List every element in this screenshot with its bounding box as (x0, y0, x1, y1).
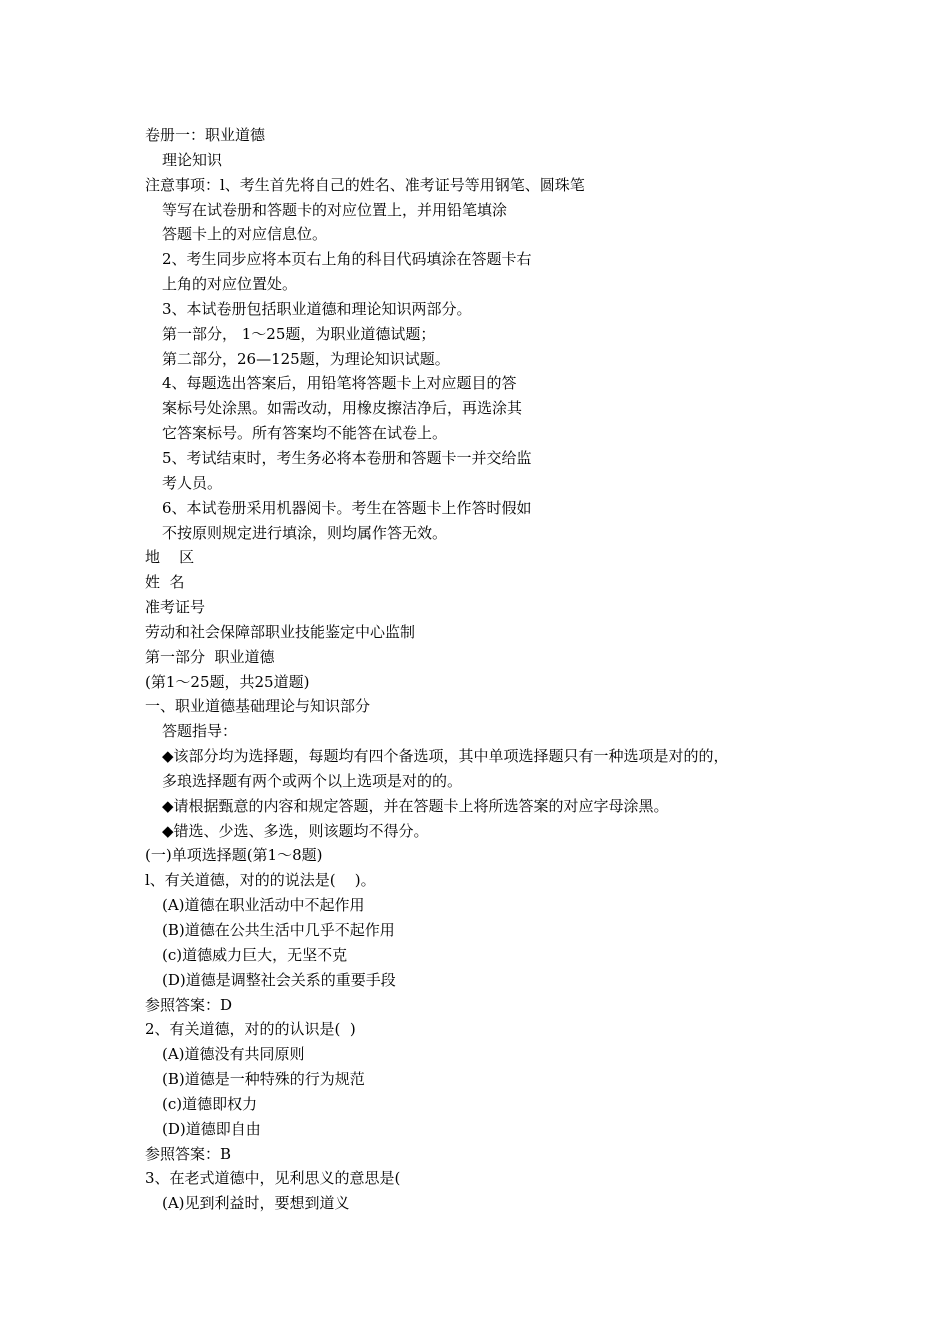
doc-line: 考人员。 (162, 473, 223, 492)
doc-line: 2、有关道德，对的的认识是( ) (145, 1020, 356, 1039)
doc-line: (第1～25题，共25道题) (145, 672, 310, 691)
doc-line: (一)单项选择题(第1～8题) (145, 846, 323, 865)
doc-line: 不按原则规定进行填涂，则均属作答无效。 (162, 523, 448, 542)
doc-line: 第一部分 职业道德 (145, 647, 275, 666)
doc-line: 参照答案：B (145, 1144, 232, 1163)
doc-line: 第一部分， 1～25题，为职业道德试题； (162, 324, 436, 343)
doc-line: 注意事项：l、考生首先将自己的姓名、准考证号等用钢笔、圆珠笔 (145, 175, 585, 194)
doc-line: (A)道德在职业活动中不起作用 (162, 896, 365, 915)
doc-line: 2、考生同步应将本页右上角的科目代码填涂在答题卡右 (162, 250, 532, 269)
doc-line: (D)道德即自由 (162, 1119, 261, 1138)
doc-line: (B)道德是一种特殊的行为规范 (162, 1070, 365, 1089)
doc-line: 姓 名 (145, 573, 185, 592)
doc-line: (D)道德是调整社会关系的重要手段 (162, 970, 396, 989)
doc-line: 案标号处涂黑。如需改动，用橡皮擦洁净后，再选涂其 (162, 399, 523, 418)
doc-line: l、有关道德，对的的说法是( )。 (145, 871, 376, 890)
doc-line: 等写在试卷册和答题卡的对应位置上，并用铅笔填涂 (162, 200, 508, 219)
doc-line: 3、在老式道德中，见利思义的意思是( (145, 1169, 401, 1188)
doc-line: 劳动和社会保障部职业技能鉴定中心监制 (145, 622, 416, 641)
doc-line: (c)道德威力巨大，无坚不克 (162, 945, 348, 964)
doc-line: 4、每题选出答案后，用铅笔将答题卡上对应题目的答 (162, 374, 517, 393)
doc-line: 一、职业道德基础理论与知识部分 (145, 697, 371, 716)
doc-line: 上角的对应位置处。 (162, 275, 298, 294)
doc-line: 准考证号 (145, 598, 206, 617)
doc-line: 地 区 (145, 548, 195, 567)
doc-line: ◆错选、少选、多选，则该题均不得分。 (162, 821, 429, 840)
doc-line: 它答案标号。所有答案均不能答在试卷上。 (162, 424, 448, 443)
doc-line: ◆请根据甄意的内容和规定答题，并在答题卡上将所选答案的对应字母涂黑。 (162, 796, 669, 815)
doc-line: (B)道德在公共生活中几乎不起作用 (162, 921, 395, 939)
doc-line: 答题指导： (162, 722, 238, 741)
doc-line: 5、考试结束时，考生务必将本卷册和答题卡一并交给监 (162, 448, 532, 467)
document-page (145, 123, 925, 1216)
doc-line: (A)道德没有共同原则 (162, 1045, 305, 1064)
doc-line: (A)见到利益时，要想到道义 (162, 1194, 350, 1213)
doc-line: 卷册一：职业道德 (145, 126, 266, 144)
doc-line: 多琅选择题有两个或两个以上选项是对的的。 (162, 771, 463, 790)
doc-line: 参照答案：D (145, 995, 233, 1014)
doc-line: 3、本试卷册包括职业道德和理论知识两部分。 (162, 299, 472, 318)
doc-line: (c)道德即权力 (162, 1094, 258, 1113)
doc-line: 6、本试卷册采用机器阅卡。考生在答题卡上作答时假如 (162, 498, 532, 517)
doc-line: 答题卡上的对应信息位。 (162, 225, 328, 244)
doc-line: ◆该部分均为选择题，每题均有四个备选项，其中单项选择题只有一种选项是对的的， (162, 747, 729, 766)
doc-line: 第二部分，26—125题，为理论知识试题。 (162, 349, 450, 368)
doc-line: 理论知识 (162, 150, 223, 169)
